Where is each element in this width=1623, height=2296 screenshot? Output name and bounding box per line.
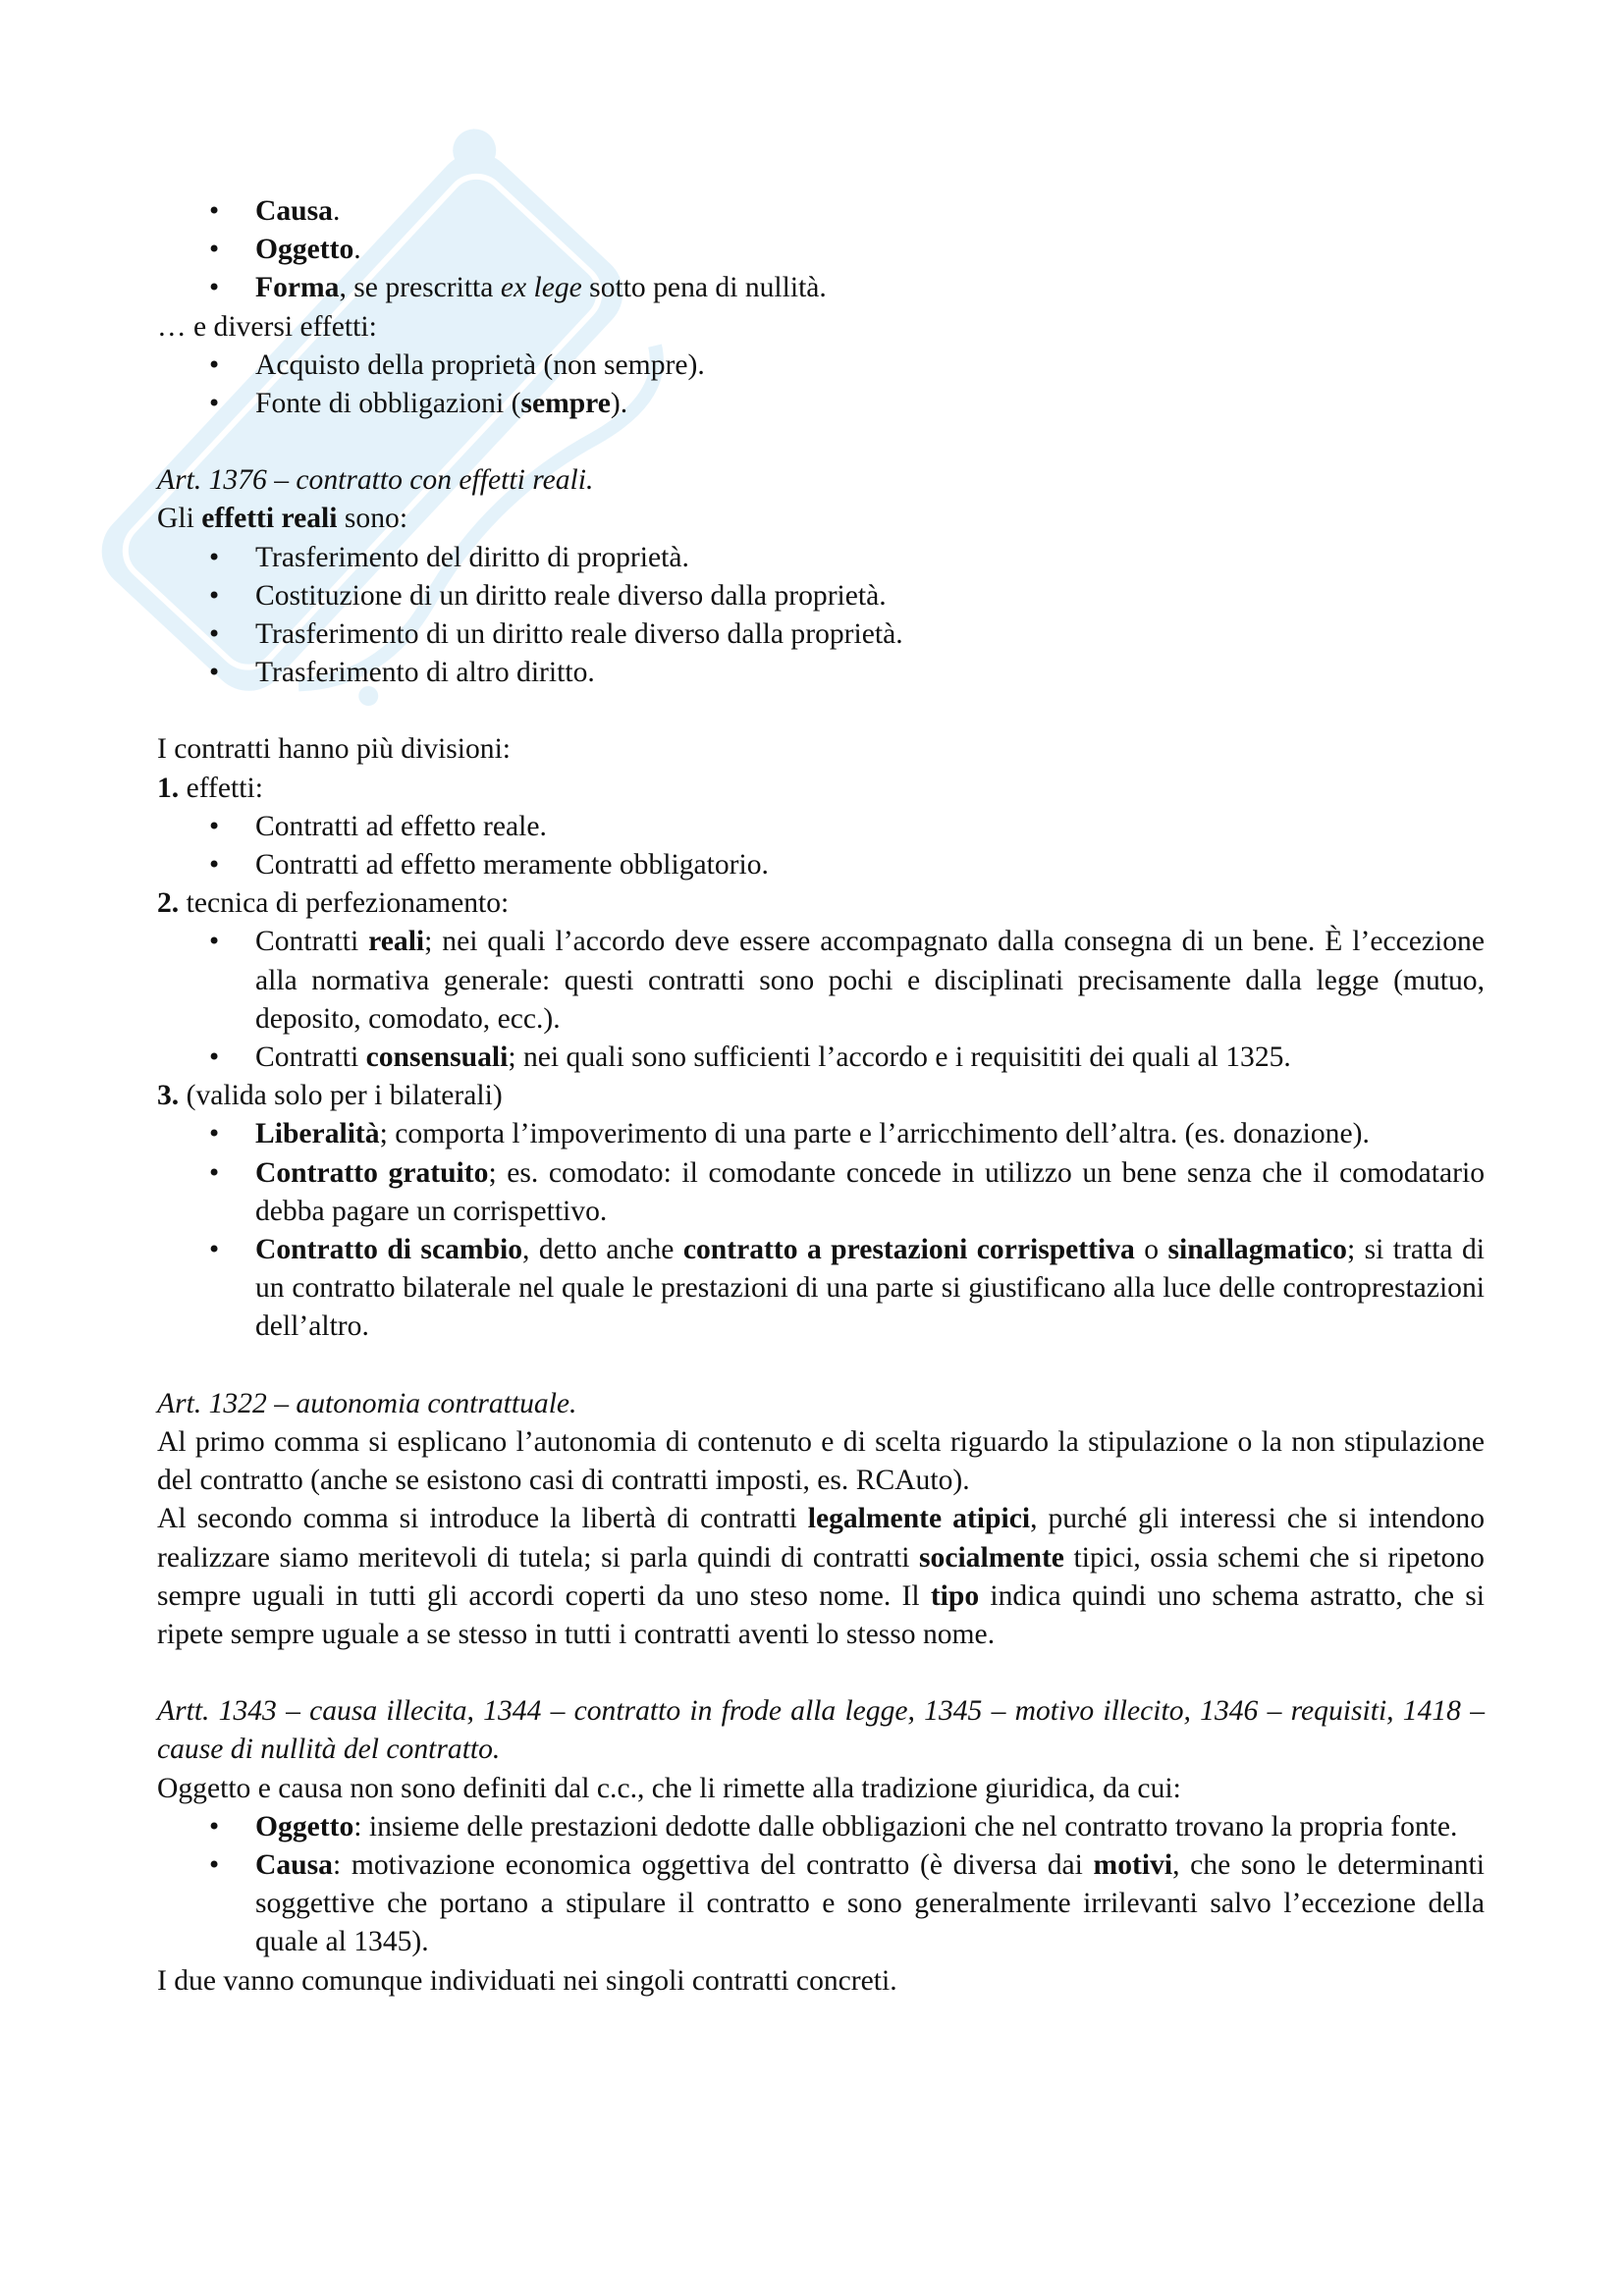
text: . (332, 195, 341, 227)
list-item: • Contratti ad effetto meramente obbligatorio. (157, 846, 1485, 884)
term: Causa (255, 1848, 333, 1881)
list-item (157, 1039, 1485, 1077)
list-item (157, 1846, 1485, 1962)
heading-text: Art. 1376 – contratto con effetti reali. (157, 464, 594, 497)
section-heading (157, 1692, 1485, 1769)
division-2-list (157, 923, 1485, 1077)
term: socialmente (919, 1541, 1064, 1574)
term: sinallagmatico (1167, 1234, 1347, 1266)
term: Contratto gratuito (255, 1156, 489, 1189)
term: contratto a prestazioni corrispettiva (682, 1234, 1135, 1266)
italic-text: ex lege (500, 272, 582, 304)
division-1-list (157, 808, 1485, 884)
term: motivi (1093, 1848, 1173, 1881)
text: o (1134, 1234, 1168, 1266)
text: Acquisto della proprietà (non sempre). (255, 348, 705, 381)
list-item (157, 231, 1485, 269)
list-item (157, 192, 1485, 231)
object-cause-list (157, 1808, 1485, 1962)
text: tipici, ossia schemi che si ripetono sempre uguali in tutti gli accordi coperti da uno steso nome. Il (157, 1541, 1485, 1612)
paragraph: Al primo comma si esplicano l’autonomia di contenuto e di scelta riguardo la stipulazione o la non stipulazione del contratto (anche se esistono casi di contratti imposti, es. RCAuto). (157, 1425, 1485, 1497)
text: , detto anche (522, 1234, 683, 1266)
list-item (157, 269, 1485, 307)
term: Oggetto (255, 234, 354, 266)
spacer (157, 423, 1485, 461)
term: consensuali (365, 1041, 509, 1074)
text: Contratti (255, 926, 369, 958)
document-page (157, 192, 1485, 2001)
text: , che sono le determinanti soggettive che portano a stipulare il contratto e sono generalmente irrilevanti salvo l’eccezione della quale al 1345). (255, 1848, 1485, 1958)
text: ; comporta l’impoverimento di una parte e l’arricchimento dell’altra. (es. donazione). (379, 1118, 1370, 1150)
text: indica quindi uno schema astratto, che si ripete sempre uguale a se stesso in tutti i contratti aventi lo stesso nome. (157, 1579, 1485, 1650)
text: sono: (337, 503, 408, 535)
text: ; es. comodato: il comodante concede in utilizzo un bene senza che il comodatario debba pagare un corrispettivo. (255, 1156, 1485, 1227)
term: legalmente atipici (807, 1503, 1031, 1535)
list-item: • Contratti ad effetto reale. (157, 808, 1485, 846)
list-item (157, 1154, 1485, 1231)
effects-intro: … e diversi effetti: (157, 310, 377, 343)
term: sempre (520, 388, 611, 420)
list-item: • Costituzione di un diritto reale diverso dalla proprietà. (157, 577, 1485, 615)
division-heading (157, 884, 1485, 923)
term: Forma (255, 272, 340, 304)
text: (valida solo per i bilaterali) (179, 1080, 503, 1112)
real-effects-list (157, 539, 1485, 693)
text: Fonte di obbligazioni ( (255, 388, 521, 420)
list-item: • Trasferimento del diritto di proprietà. (157, 539, 1485, 577)
text: : insieme delle prestazioni dedotte dalle obbligazioni che nel contratto trovano la propria fonte. (353, 1810, 1458, 1842)
list-item: • Trasferimento di un diritto reale diverso dalla proprietà. (157, 615, 1485, 654)
term: effetti reali (201, 503, 338, 535)
list-item (157, 385, 1485, 423)
term: tipo (930, 1579, 980, 1612)
number: 2. (157, 887, 180, 920)
intro-list (157, 192, 1485, 308)
term: Oggetto (255, 1810, 354, 1842)
list-item (157, 347, 1485, 385)
text: : motivazione economica oggettiva del contratto (è diversa dai (332, 1848, 1094, 1881)
term: Liberalità (255, 1118, 380, 1150)
paragraph (157, 1500, 1485, 1654)
term: reali (368, 926, 425, 958)
term: Causa (255, 195, 333, 227)
text: , purché gli interessi che si intendono realizzare siamo meritevoli di tutela; si parla quindi di contratti (157, 1503, 1485, 1574)
effects-list (157, 347, 1485, 423)
division-heading (157, 1077, 1485, 1115)
heading-text: Artt. 1343 – causa illecita, 1344 – contratto in frode alla legge, 1345 – motivo illecito, 1346 – requisiti, 1418 – cause di nullità del contratto. (157, 1695, 1485, 1766)
text: ; nei quali sono sufficienti l’accordo e i requisititi dei quali al 1325. (508, 1041, 1291, 1074)
term: Contratto di scambio (255, 1234, 523, 1266)
number: 3. (157, 1080, 180, 1112)
text: sotto pena di nullità. (581, 272, 827, 304)
paragraph: I contratti hanno più divisioni: (157, 733, 512, 766)
text: , se prescritta (339, 272, 501, 304)
list-item: • Trasferimento di altro diritto. (157, 654, 1485, 692)
text: ; nei quali l’accordo deve essere accompagnato dalla consegna di un bene. È l’eccezione alla normativa generale: questi contratti sono pochi e disciplinati precisamente dalla legge (mutuo, deposito, comodato, ecc.). (255, 926, 1485, 1035)
section-heading (157, 1385, 1485, 1423)
text: ; si tratta di un contratto bilaterale nel quale le prestazioni di una parte si giustificano alla luce delle controprestazioni dell’altro. (255, 1234, 1486, 1343)
text: Gli (157, 503, 202, 535)
spacer (157, 692, 1485, 730)
number: 1. (157, 772, 180, 804)
text: . (353, 234, 361, 266)
text: Al secondo comma si introduce la libertà di contratti (157, 1503, 808, 1535)
division-heading (157, 770, 1485, 808)
division-3-list (157, 1115, 1485, 1346)
paragraph: Oggetto e causa non sono definiti dal c.c., che li rimette alla tradizione giuridica, da cui: (157, 1772, 1181, 1804)
text: tecnica di perfezionamento: (179, 887, 510, 920)
text: effetti: (179, 772, 263, 804)
spacer (157, 1654, 1485, 1692)
paragraph: I due vanno comunque individuati nei singoli contratti concreti. (157, 1964, 897, 1997)
list-item (157, 923, 1485, 1039)
text: Contratti (255, 1041, 366, 1074)
list-item (157, 1808, 1485, 1846)
list-item (157, 1231, 1485, 1347)
text: ). (610, 388, 628, 420)
spacer (157, 1347, 1485, 1385)
list-item (157, 1115, 1485, 1153)
section-heading (157, 461, 1485, 500)
heading-text: Art. 1322 – autonomia contrattuale. (157, 1387, 577, 1419)
paragraph (157, 500, 1485, 538)
